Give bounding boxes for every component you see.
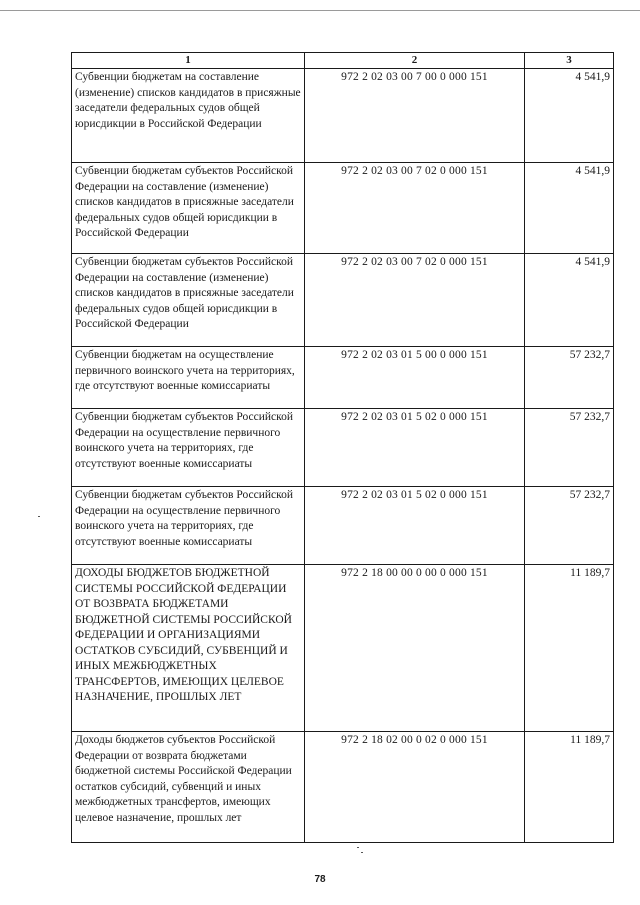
row-budget-code: 972 2 02 03 00 7 00 0 000 151	[305, 69, 525, 163]
row-description: Субвенции бюджетам субъектов Российской Федерации на составление (изменение) списков кандидатов в присяжные заседатели федеральных судов общей юрисдикции в Российской Федерации	[72, 254, 305, 347]
budget-table	[71, 52, 614, 843]
header-col-2: 2	[305, 53, 525, 69]
row-description: Субвенции бюджетам субъектов Российской Федерации на осуществление первичного воинского учета на территориях, где отсутствуют военные комиссариаты	[72, 409, 305, 487]
row-description: Субвенции бюджетам на составление (изменение) списков кандидатов в присяжные заседатели федеральных судов общей юрисдикции в Российской Федерации	[72, 69, 305, 163]
page-number: 78	[314, 874, 326, 885]
table-row	[72, 487, 614, 565]
row-description: ДОХОДЫ БЮДЖЕТОВ БЮДЖЕТНОЙ СИСТЕМЫ РОССИЙСКОЙ ФЕДЕРАЦИИ ОТ ВОЗВРАТА БЮДЖЕТАМИ БЮДЖЕТНОЙ СИСТЕМЫ РОССИЙСКОЙ ФЕДЕРАЦИИ И ОРГАНИЗАЦИЯМИ ОСТАТКОВ СУБСИДИЙ, СУБВЕНЦИЙ И ИНЫХ МЕЖБЮДЖЕТНЫХ ТРАНСФЕРТОВ, ИМЕЮЩИХ ЦЕЛЕВОЕ НАЗНАЧЕНИЕ, ПРОШЛЫХ ЛЕТ	[72, 565, 305, 732]
row-budget-code: 972 2 02 03 00 7 02 0 000 151	[305, 254, 525, 347]
row-budget-code: 972 2 18 00 00 0 00 0 000 151	[305, 565, 525, 732]
table-row	[72, 347, 614, 409]
row-amount: 11 189,7	[525, 565, 614, 732]
row-budget-code: 972 2 18 02 00 0 02 0 000 151	[305, 732, 525, 843]
header-col-1: 1	[72, 53, 305, 69]
scan-speck	[361, 852, 363, 853]
row-budget-code: 972 2 02 03 01 5 00 0 000 151	[305, 347, 525, 409]
row-amount: 57 232,7	[525, 409, 614, 487]
row-description: Субвенции бюджетам субъектов Российской Федерации на осуществление первичного воинского учета на территориях, где отсутствуют военные комиссариаты	[72, 487, 305, 565]
row-amount: 4 541,9	[525, 254, 614, 347]
row-budget-code: 972 2 02 03 01 5 02 0 000 151	[305, 409, 525, 487]
row-description: Субвенции бюджетам субъектов Российской Федерации на составление (изменение) списков кандидатов в присяжные заседатели федеральных судов общей юрисдикции в Российской Федерации	[72, 163, 305, 254]
table-row	[72, 732, 614, 843]
row-amount: 4 541,9	[525, 163, 614, 254]
row-amount: 57 232,7	[525, 347, 614, 409]
row-description: Субвенции бюджетам на осуществление первичного воинского учета на территориях, где отсутствуют военные комиссариаты	[72, 347, 305, 409]
scan-speck	[38, 516, 40, 517]
row-amount: 4 541,9	[525, 69, 614, 163]
row-amount: 57 232,7	[525, 487, 614, 565]
table-row	[72, 409, 614, 487]
row-budget-code: 972 2 02 03 00 7 02 0 000 151	[305, 163, 525, 254]
top-rule	[0, 10, 640, 11]
table-row	[72, 254, 614, 347]
row-budget-code: 972 2 02 03 01 5 02 0 000 151	[305, 487, 525, 565]
header-row	[72, 53, 614, 69]
row-description: Доходы бюджетов субъектов Российской Федерации от возврата бюджетами бюджетной системы Российской Федерации остатков субсидий, субвенций и иных межбюджетных трансфертов, имеющих целевое назначение, прошлых лет	[72, 732, 305, 843]
row-amount: 11 189,7	[525, 732, 614, 843]
table-row	[72, 163, 614, 254]
table-row	[72, 69, 614, 163]
scan-speck	[357, 847, 359, 848]
table-row	[72, 565, 614, 732]
header-col-3: 3	[525, 53, 614, 69]
